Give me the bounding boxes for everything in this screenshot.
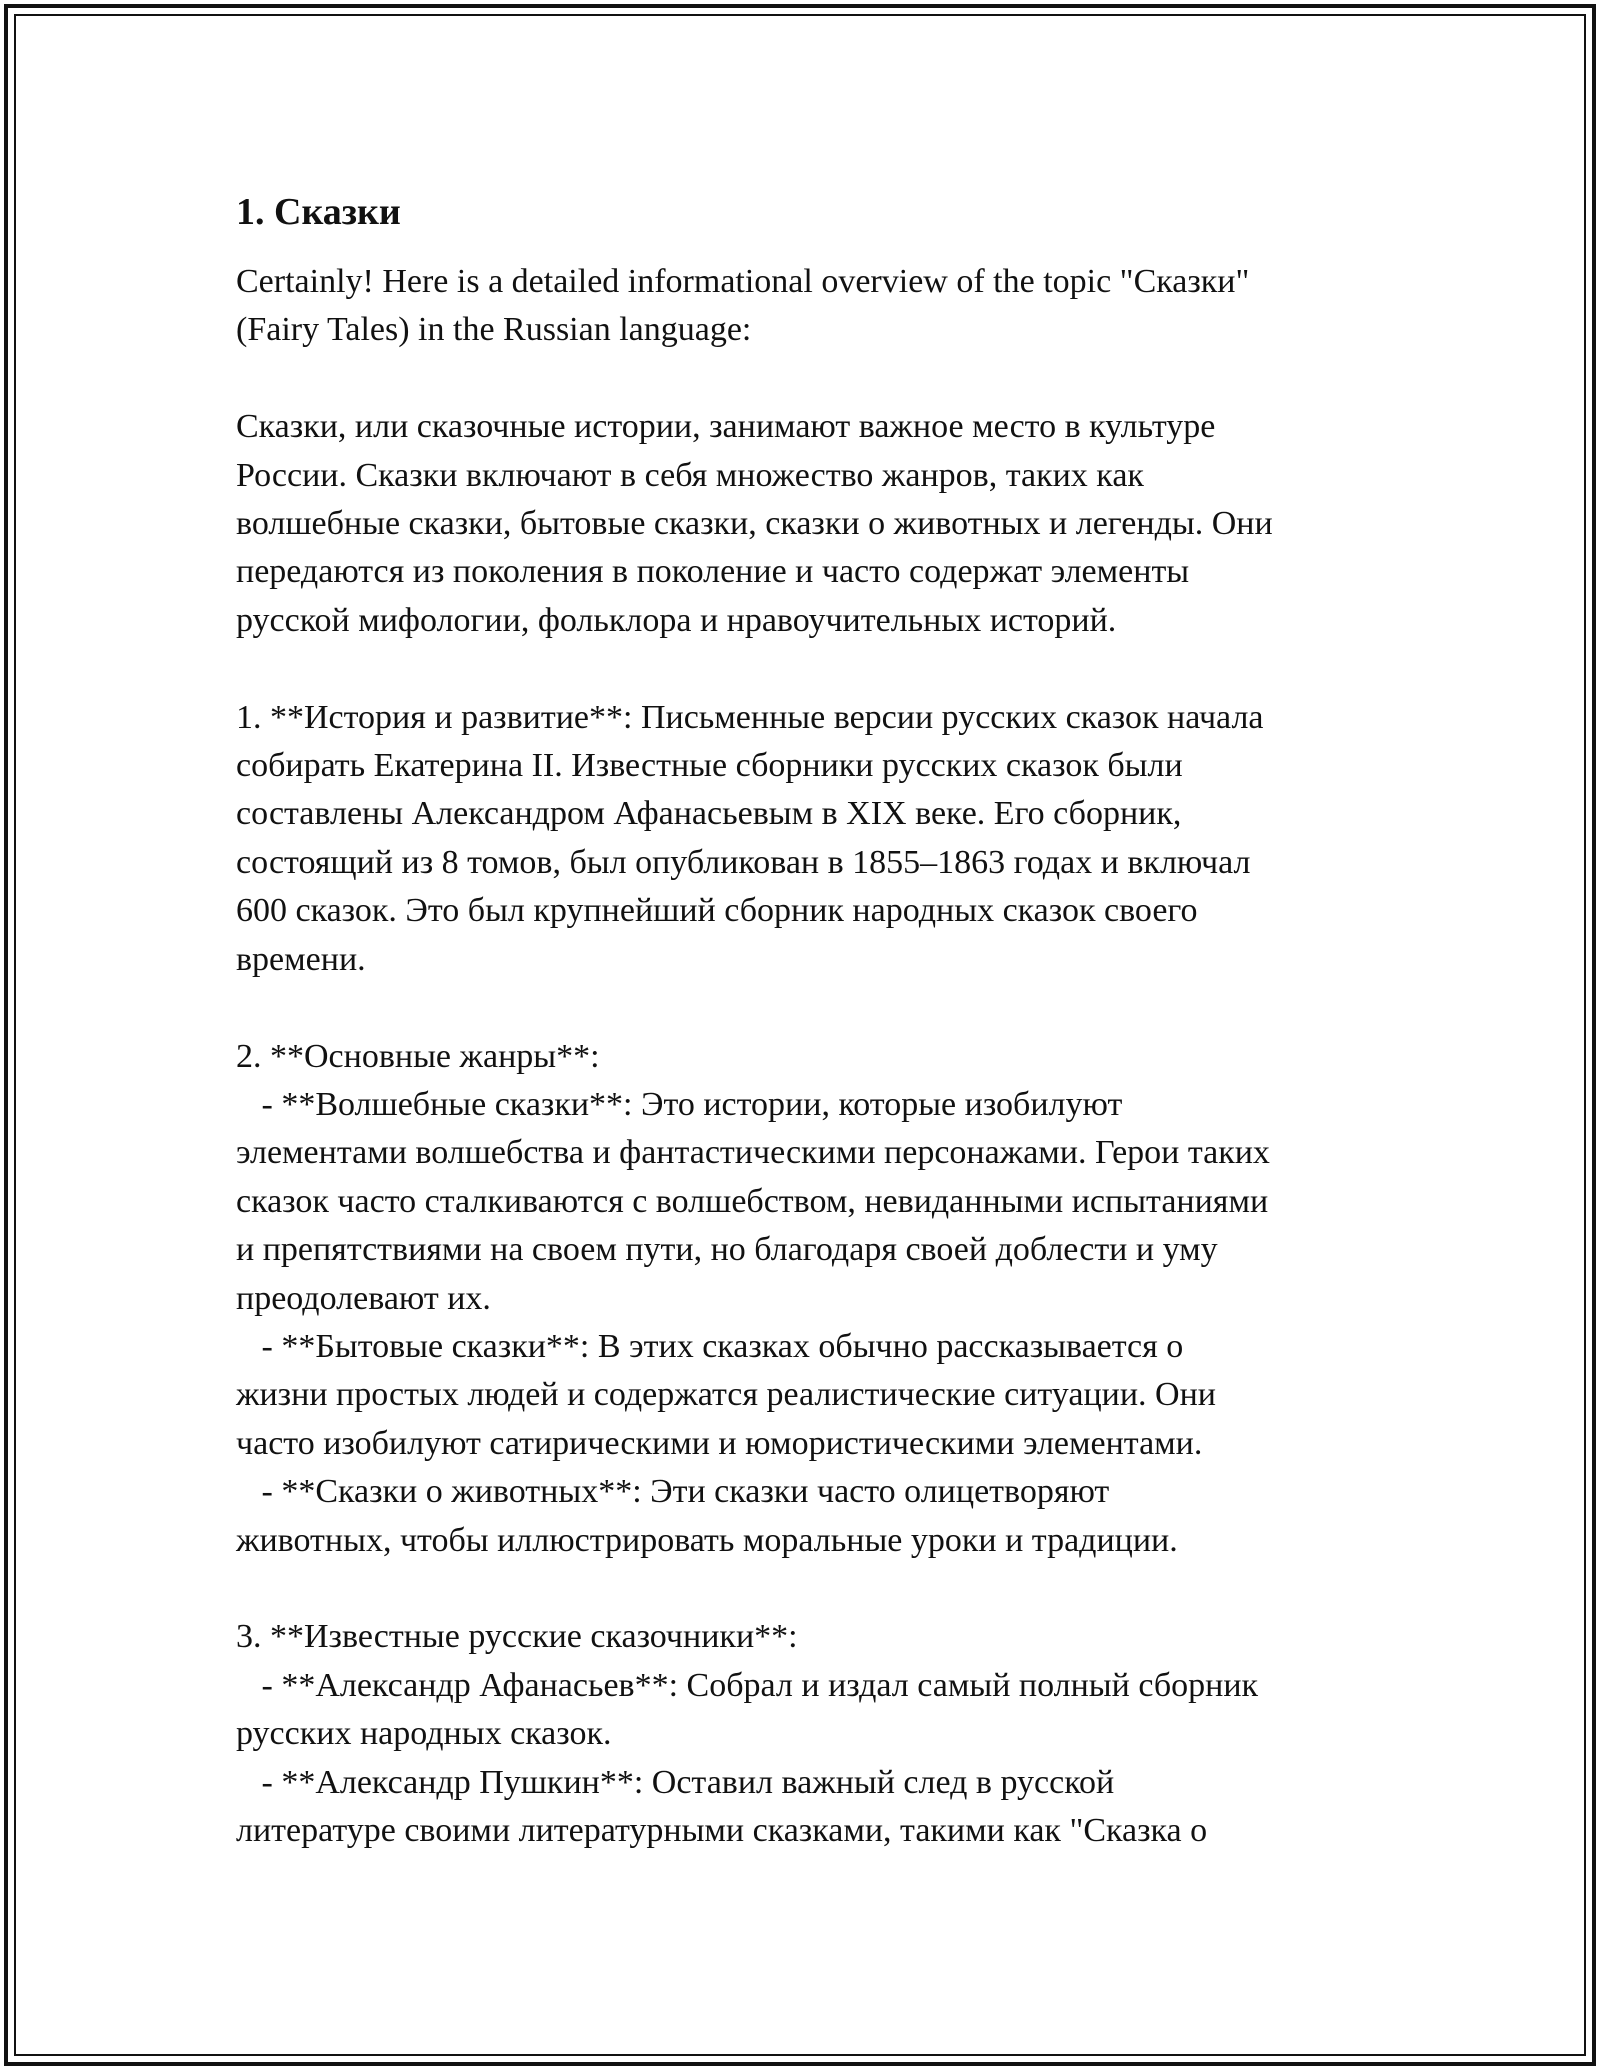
blank-line	[236, 645, 1376, 693]
text-line: составлены Александром Афанасьевым в XIX веке. Его сборник,	[236, 795, 1182, 833]
blank-line	[236, 355, 1376, 403]
text-line: литературе своими литературными сказками, такими как "Сказка о	[236, 1812, 1208, 1849]
text-line: - **Александр Афанасьев**: Собрал и издал самый полный сборник	[236, 1666, 1259, 1704]
text-line: животных, чтобы иллюстрировать моральные уроки и традиции.	[236, 1521, 1178, 1559]
text-line: 1. **История и развитие**: Письменные версии русских сказок начала	[236, 698, 1264, 736]
text-line: русских народных сказок.	[236, 1715, 612, 1753]
text-line: России. Сказки включают в себя множество жанров, таких как	[236, 456, 1144, 494]
blank-line	[236, 1565, 1376, 1613]
section-heading: 1. Сказки	[236, 191, 401, 233]
text-line: - **Александр Пушкин**: Оставил важный след в русской	[236, 1763, 1115, 1801]
text-line: времени.	[236, 940, 366, 978]
text-line: и препятствиями на своем пути, но благодаря своей доблести и уму	[236, 1231, 1218, 1269]
text-line: (Fairy Tales) in the Russian language:	[236, 311, 752, 349]
document-page	[236, 186, 1376, 1855]
text-line: состоящий из 8 томов, был опубликован в 1855–1863 годах и включал	[236, 843, 1251, 881]
text-line: сказок часто сталкиваются с волшебством, невиданными испытаниями	[236, 1182, 1269, 1220]
text-line: 2. **Основные жанры**:	[236, 1037, 600, 1075]
text-line: передаются из поколения в поколение и часто содержат элементы	[236, 553, 1190, 591]
text-line: - **Волшебные сказки**: Это истории, которые изобилуют	[236, 1085, 1123, 1123]
text-line: - **Сказки о животных**: Эти сказки часто олицетворяют	[236, 1473, 1110, 1511]
text-line: преодолевают их.	[236, 1279, 491, 1317]
text-line: элементами волшебства и фантастическими персонажами. Герои таких	[236, 1134, 1270, 1172]
text-line: 600 сказок. Это был крупнейший сборник народных сказок своего	[236, 892, 1198, 930]
text-line: Сказки, или сказочные истории, занимают важное место в культуре	[236, 408, 1216, 446]
text-line: собирать Екатерина II. Известные сборники русских сказок были	[236, 747, 1183, 785]
text-line: 3. **Известные русские сказочники**:	[236, 1618, 798, 1656]
text-line: жизни простых людей и содержатся реалистические ситуации. Они	[236, 1376, 1216, 1414]
text-line: - **Бытовые сказки**: В этих сказках обычно рассказывается о	[236, 1327, 1184, 1365]
text-line: волшебные сказки, бытовые сказки, сказки о животных и легенды. Они	[236, 505, 1273, 543]
text-line: часто изобилуют сатирическими и юмористическими элементами.	[236, 1424, 1203, 1462]
blank-line	[236, 984, 1376, 1032]
document-body	[236, 258, 1376, 1855]
text-line: Certainly! Here is a detailed informational overview of the topic "Сказки"	[236, 263, 1250, 300]
text-line: русской мифологии, фольклора и нравоучительных историй.	[236, 601, 1117, 639]
